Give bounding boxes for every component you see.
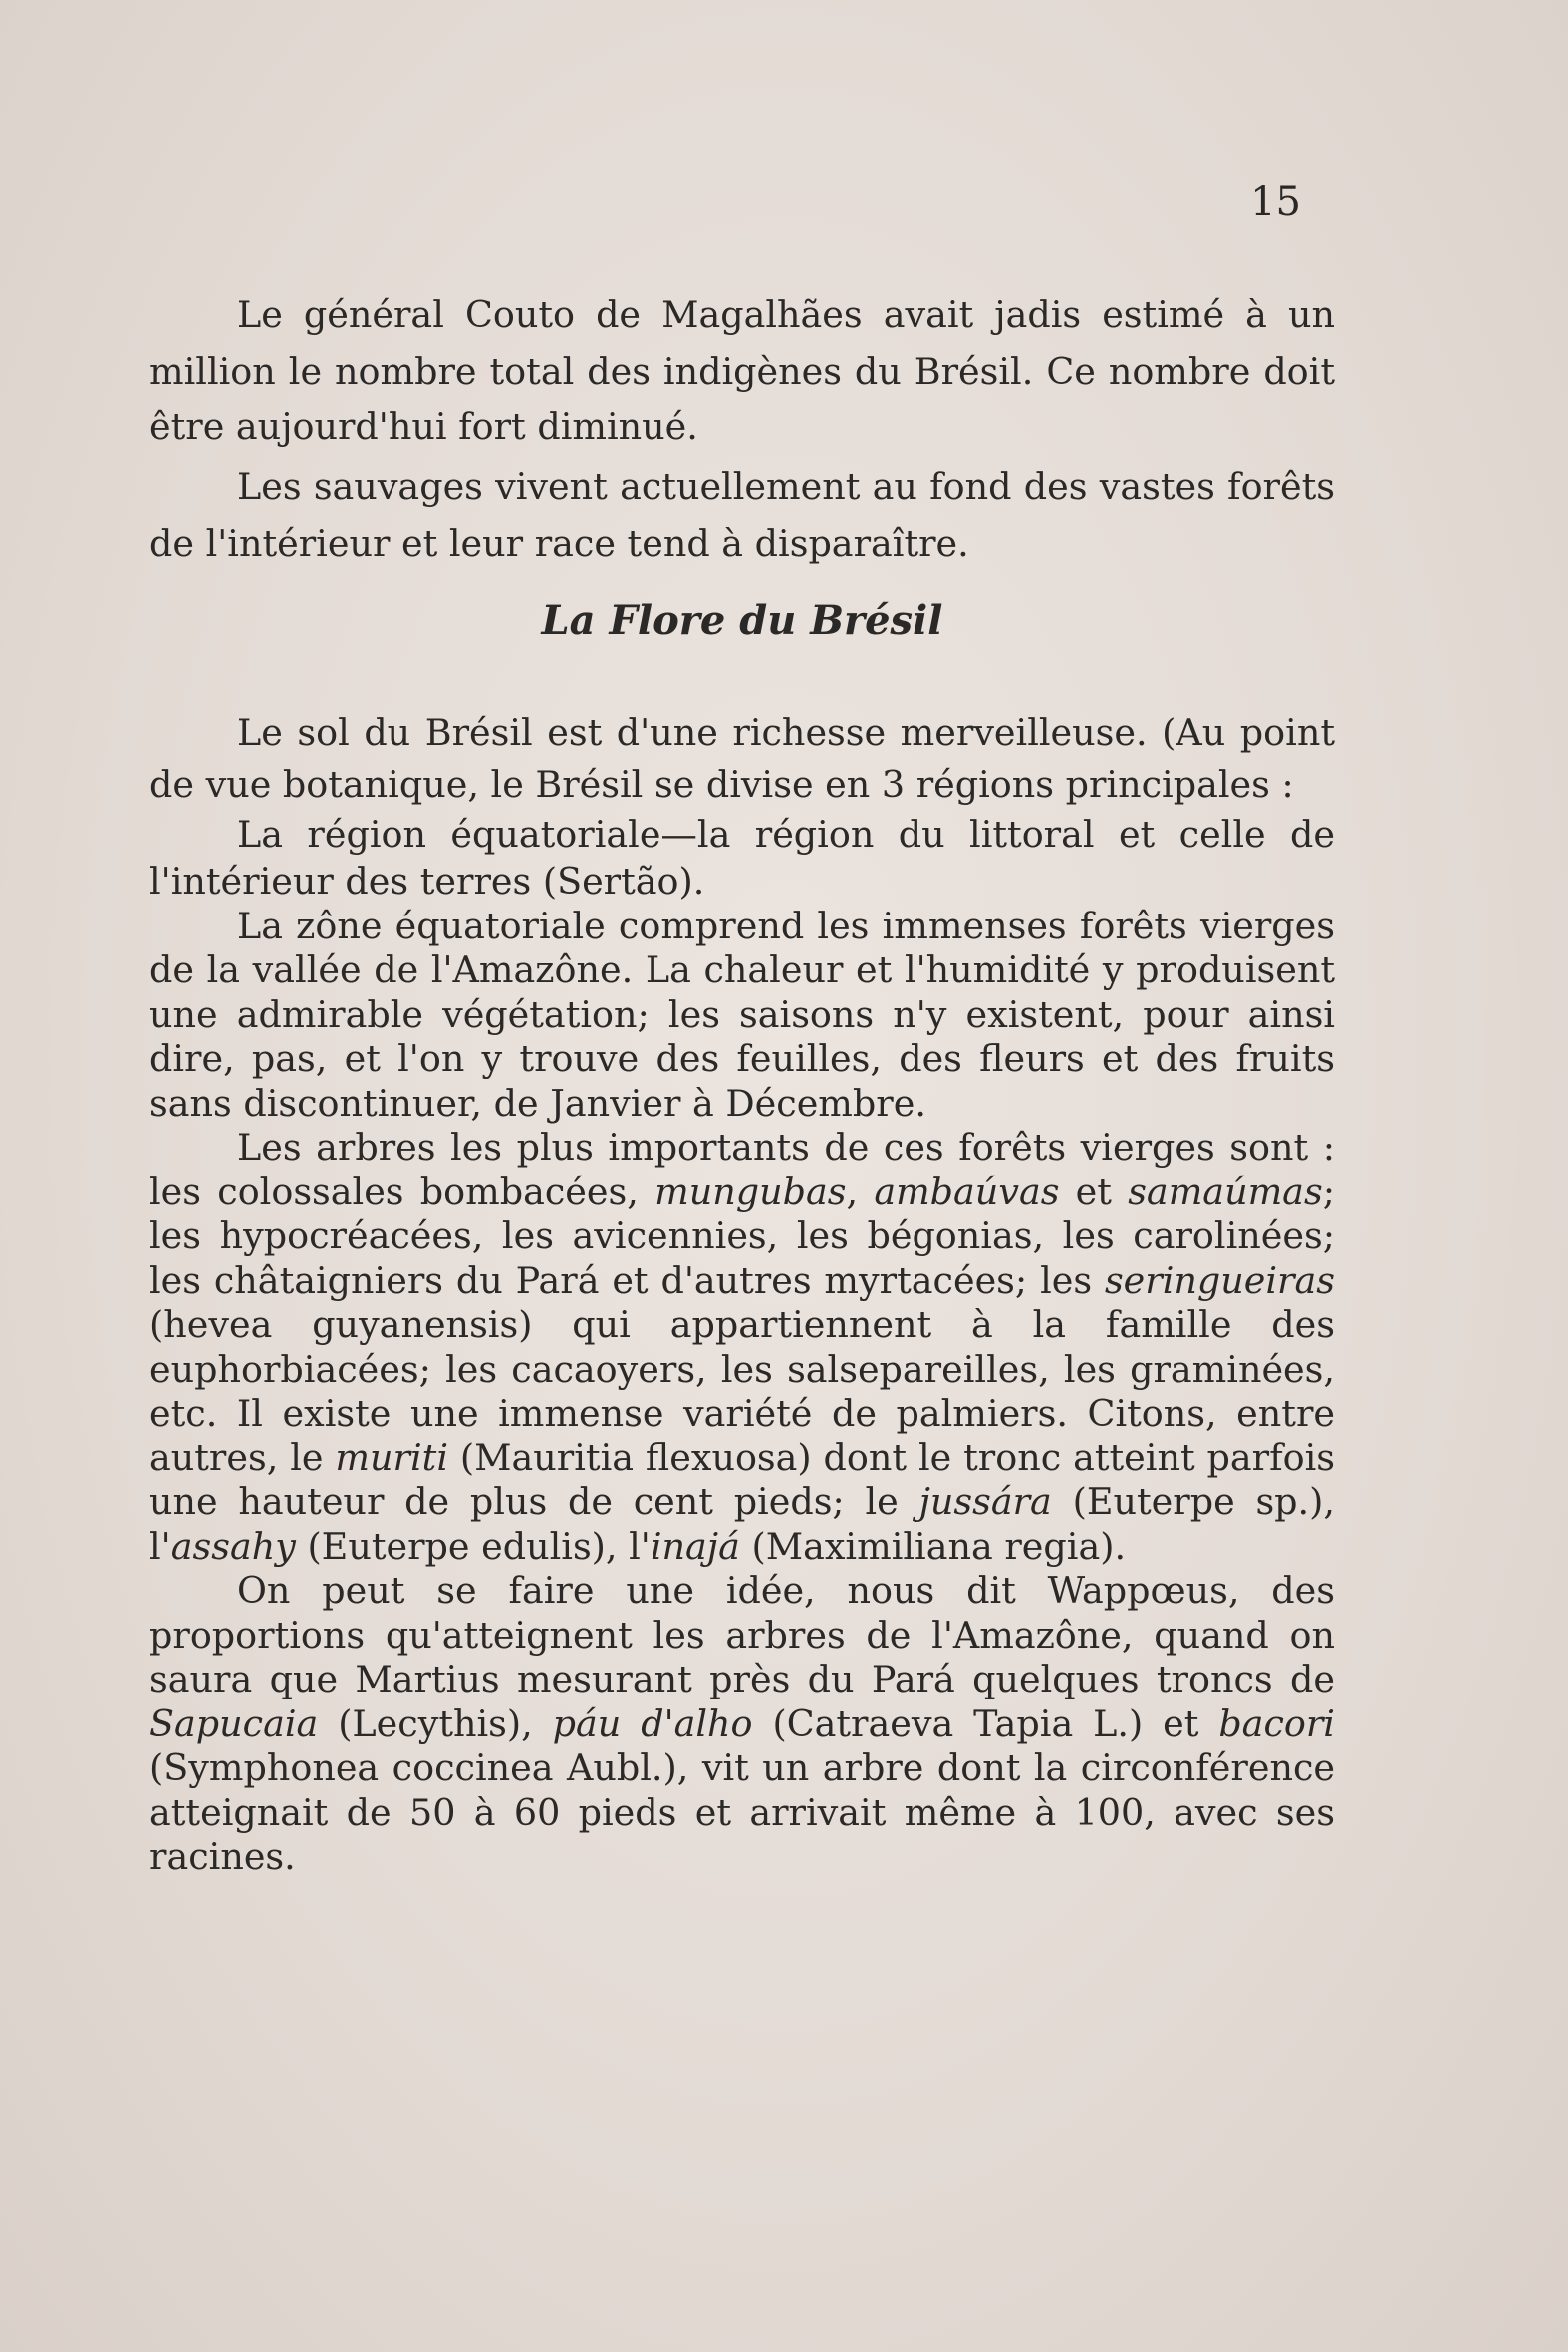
paragraph-indigenes: Le général Couto de Magalhães avait jadis estimé à un million le nombre total des indigènes du Brésil. Ce nombre doit être aujourd'hui fort diminué. bbox=[149, 293, 1335, 448]
species-name: muriti bbox=[335, 1436, 448, 1479]
text-run: (Maximiliana regia). bbox=[739, 1524, 1127, 1568]
paragraph-regions: La région équatoriale—la région du littoral et celle de l'intérieur des terres (Sertão). bbox=[149, 812, 1335, 903]
text-run: et bbox=[1059, 1170, 1129, 1213]
text-run: (hevea guyanensis) qui appartiennent à la famille des euphorbiacées; les cacaoyers, les salsepareilles, les graminées, etc. Il existe une immense variété de palmiers. Citons, entre autres, le bbox=[149, 1303, 1335, 1479]
paragraph-sol: Le sol du Brésil est d'une richesse merveilleuse. (Au point de vue botanique, le Brésil se divise en 3 régions principales : bbox=[149, 710, 1335, 806]
paragraph-arbres bbox=[149, 1126, 1335, 1569]
text-run: (Mauritia flexuosa) dont le tronc atteint parfois une hauteur de plus de cent pieds; le bbox=[149, 1436, 1335, 1523]
page-number: 15 bbox=[1250, 179, 1301, 225]
paragraph-zone-equatoriale: La zône équatoriale comprend les immenses forêts vierges de la vallée de l'Amazône. La chaleur et l'humidité y produisent une admirable végétation; les saisons n'y existent, pour ainsi dire, pas, et l'on y trouve des feuilles, des fleurs et des fruits sans discontinuer, de Janvier à Décembre. bbox=[149, 904, 1335, 1125]
species-name: ambaúvas bbox=[874, 1170, 1060, 1213]
species-name: samaúmas bbox=[1128, 1170, 1323, 1213]
text-run: (Symphonea coccinea Aubl.), vit un arbre dont la circonférence atteignait de 50 à 60 pieds et arrivait même à 100, avec ses racines. bbox=[149, 1746, 1335, 1878]
text-run: (Euterpe sp.), l' bbox=[149, 1480, 1335, 1568]
text-run: On peut se faire une idée, nous dit Wappœus, des proportions qu'atteignent les arbres de l'Amazône, quand on saura que Martius mesurant près du Pará quelques troncs de bbox=[149, 1569, 1335, 1700]
page-body bbox=[149, 287, 1335, 1880]
species-name: Sapucaia bbox=[149, 1701, 319, 1745]
species-name: páu d'alho bbox=[552, 1701, 753, 1745]
text-run: (Catraeva Tapia L.) et bbox=[752, 1701, 1219, 1745]
species-name: mungubas bbox=[654, 1170, 847, 1213]
paragraph-sauvages: Les sauvages vivent actuellement au fond des vastes forêts de l'intérieur et leur race tend à disparaître. bbox=[149, 464, 1335, 565]
section-heading: La Flore du Brésil bbox=[541, 596, 943, 644]
text-run: (Euterpe edulis), l' bbox=[295, 1524, 651, 1568]
species-name: seringueiras bbox=[1104, 1258, 1335, 1302]
species-name: bacori bbox=[1218, 1701, 1335, 1745]
species-name: assahy bbox=[170, 1524, 296, 1568]
species-name: jussára bbox=[918, 1480, 1052, 1523]
text-run: , bbox=[846, 1170, 875, 1213]
text-run: (Lecythis), bbox=[318, 1701, 553, 1745]
species-name: inajá bbox=[650, 1524, 740, 1568]
text-run: Les arbres les plus importants de ces forêts vierges sont : les colossales bombacées, bbox=[149, 1126, 1335, 1213]
paragraph-wappoeus bbox=[149, 1569, 1335, 1880]
text-run: ; les hypocréacées, les avicennies, les bégonias, les carolinées; les châtaigniers du Pará et d'autres myrtacées; les bbox=[149, 1170, 1335, 1302]
